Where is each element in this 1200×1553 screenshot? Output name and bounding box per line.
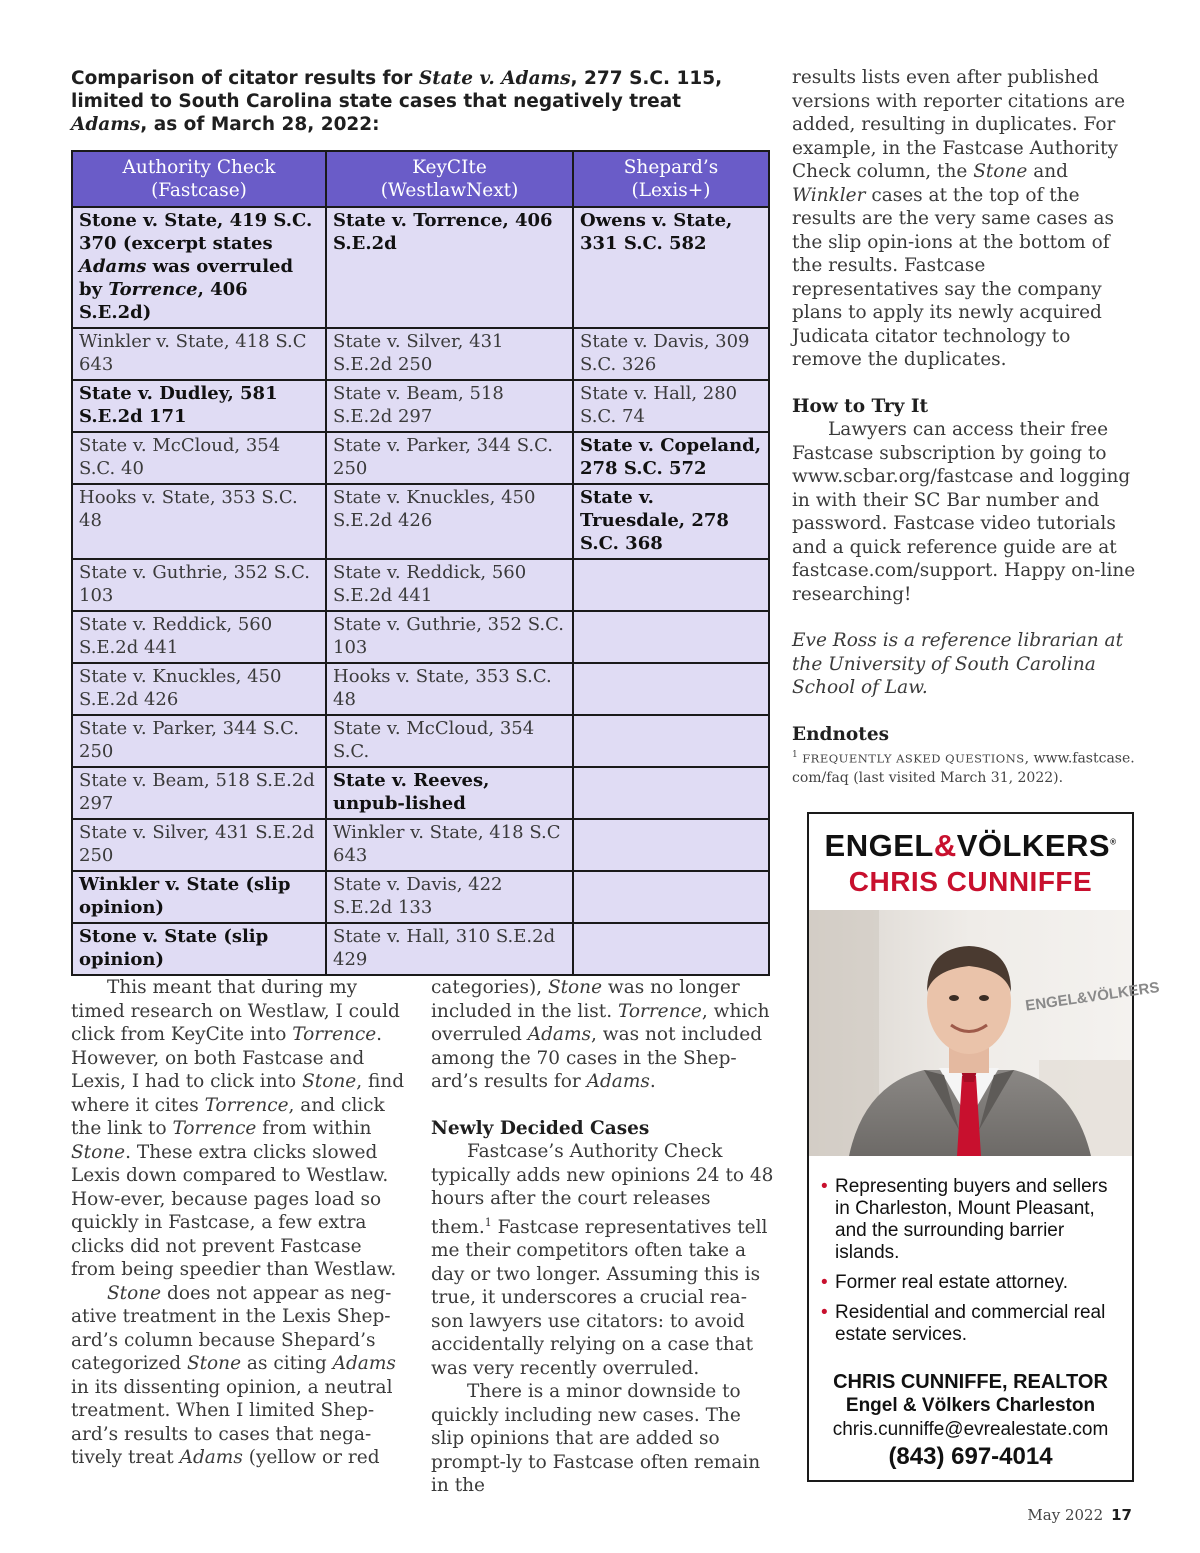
- paragraph: There is a minor downside to quickly including new cases. The slip opinions that are added so prompt-ly to Fastcase often remain in the: [431, 1381, 761, 1497]
- advertisement: [807, 812, 1161, 1482]
- cell-text: Stone v. State, 419 S.C. 370 (excerpt states: [79, 210, 313, 254]
- text: .: [649, 1071, 656, 1092]
- text: Stone: [186, 1353, 242, 1374]
- table-cell: State v. Guthrie, 352 S.C. 103: [326, 611, 573, 663]
- text: from within: [256, 1118, 372, 1139]
- text: Adams: [179, 1447, 243, 1468]
- contact-office: Engel & Völkers Charleston: [845, 1395, 1096, 1416]
- text: Stone: [547, 977, 603, 998]
- table-cell: State v. Knuckles, 450 S.E.2d 426: [326, 484, 573, 559]
- article-column-middle: [431, 976, 776, 1498]
- table-cell: Hooks v. State, 353 S.C. 48: [326, 663, 573, 715]
- list-item: • Former real estate attorney.: [821, 1272, 1121, 1294]
- table-row: [72, 328, 769, 380]
- table-cell: State v. Silver, 431 S.E.2d 250: [72, 819, 326, 871]
- section-heading-newly-decided: Newly Decided Cases: [431, 1117, 650, 1139]
- text: Fastcase’s Authority Check typically adds new opinions 24 to 48 hours after the court releases them.: [431, 1141, 774, 1238]
- page-footer: [1000, 1506, 1132, 1524]
- text: and: [1027, 161, 1068, 182]
- table-cell: Winkler v. State, 418 S.C 643: [72, 328, 326, 380]
- caption-text: , 277 S.C. 115, limited to South Carolina state cases that negatively treat: [71, 68, 723, 112]
- header-keycite: [326, 151, 573, 207]
- table-row: [72, 484, 769, 559]
- header-line: (Fastcase): [151, 180, 247, 201]
- table-row: [72, 559, 769, 611]
- text: Stone: [302, 1071, 357, 1092]
- text: Adams: [527, 1024, 592, 1045]
- endnote-title: FREQUENTLY ASKED QUESTIONS: [802, 751, 1025, 766]
- photo-sign-text: ENGEL&VÖLKERS: [1024, 979, 1161, 1015]
- header-line: Shepard’s: [623, 157, 719, 178]
- table-cell: State v. Guthrie, 352 S.C. 103: [72, 559, 326, 611]
- cell-text: Torrence: [108, 279, 198, 300]
- table-cell: Winkler v. State, 418 S.C 643: [326, 819, 573, 871]
- table-row: [72, 767, 769, 819]
- table-cell: [573, 559, 769, 611]
- citator-comparison-table: [71, 150, 770, 976]
- agent-photo: [809, 910, 1161, 1156]
- text: . However, on both Fastcase and Lexis, I had to click into: [71, 1024, 383, 1092]
- table-row: [72, 380, 769, 432]
- paragraph: [431, 1140, 776, 1380]
- table-cell: State v. Silver, 431 S.E.2d 250: [326, 328, 573, 380]
- section-heading-how-to-try: How to Try It: [792, 395, 929, 417]
- table-cell: State v. Reddick, 560 S.E.2d 441: [326, 559, 573, 611]
- table-cell: State v. Knuckles, 450 S.E.2d 426: [72, 663, 326, 715]
- list-item: • Residential and commercial real estate services.: [821, 1302, 1121, 1346]
- table-cell: Owens v. State, 331 S.C. 582: [573, 207, 769, 328]
- table-cell: State v. Parker, 344 S.C. 250: [72, 715, 326, 767]
- header-line: Authority Check: [122, 157, 276, 178]
- cell-text: , 406 S.E.2d): [79, 279, 248, 323]
- paragraph: [71, 1282, 411, 1470]
- text: , find where it cites: [71, 1071, 405, 1116]
- agent-name: CHRIS CUNNIFFE: [848, 866, 1093, 897]
- endnotes-heading: Endnotes: [792, 723, 890, 745]
- cell-text: Adams: [79, 256, 147, 277]
- brand-text: ENGEL: [824, 828, 934, 863]
- table-row: [72, 432, 769, 484]
- text: Stone: [71, 1141, 126, 1163]
- table-cell: State v. Beam, 518 S.E.2d 297: [72, 767, 326, 819]
- endnote: [792, 746, 1137, 788]
- contact-email[interactable]: chris.cunniffe@evrealestate.com: [832, 1419, 1109, 1440]
- table-cell: State v. Reeves, unpub-lished: [326, 767, 573, 819]
- text: results lists even after published versions with reporter citations are added, resulting in duplicates. For example, in the Fastcase Authority Check column, the: [792, 67, 1126, 182]
- table-cell: [573, 715, 769, 767]
- page-number: 17: [1111, 1506, 1132, 1524]
- text: as citing: [241, 1353, 333, 1374]
- brand-text: VÖLKERS: [956, 828, 1111, 863]
- table-row: [72, 207, 769, 328]
- header-line: (WestlawNext): [380, 180, 519, 201]
- text: Stone: [107, 1282, 162, 1304]
- table-cell: State v. Reddick, 560 S.E.2d 441: [72, 611, 326, 663]
- list-item: • Representing buyers and sellers in Charleston, Mount Pleasant, and the surrounding barrier islands.: [821, 1176, 1121, 1264]
- table-cell: Hooks v. State, 353 S.C. 48: [72, 484, 326, 559]
- text: cases at the top of the results are the very same cases as the slip opin-ions at the bottom of the results. Fastcase representatives say the company plans to apply its newly acquired Judicata citator technology to remove the duplicates.: [792, 184, 1115, 370]
- table-row: [72, 663, 769, 715]
- brand-logo: [809, 828, 1132, 864]
- endnote-number: 1: [792, 750, 798, 760]
- table-row: [72, 819, 769, 871]
- table-cell: State v. Parker, 344 S.C. 250: [326, 432, 573, 484]
- table-cell: State v. Hall, 280 S.C. 74: [573, 380, 769, 432]
- table-cell: [573, 611, 769, 663]
- issue-date: May 2022: [1027, 1506, 1104, 1524]
- table-cell: State v. Torrence, 406 S.E.2d: [326, 207, 573, 328]
- table-cell: State v. Dudley, 581 S.E.2d 171: [72, 380, 326, 432]
- table-cell: [573, 767, 769, 819]
- text: Adams: [586, 1071, 650, 1092]
- text: Adams: [332, 1353, 396, 1374]
- header-line: (Lexis+): [631, 180, 711, 201]
- contact-phone[interactable]: (843) 697-4014: [888, 1443, 1053, 1470]
- table-row: [72, 871, 769, 923]
- article-column-left: [71, 976, 411, 1470]
- text: categories),: [431, 977, 548, 998]
- contact-block: [809, 1370, 1132, 1472]
- header-shepards: [573, 151, 769, 207]
- text: Torrence: [172, 1118, 257, 1139]
- text: , which overruled: [431, 1000, 770, 1045]
- text: Torrence: [617, 1000, 702, 1022]
- text: , and click the link to: [71, 1094, 385, 1139]
- text: Fastcase representatives tell me their competitors often take a day or two longer. Assuming this is true, it underscores a crucial rea-son lawyers use citators: to avoid accidentally relying on a case that was very recently overruled.: [431, 1216, 768, 1379]
- table-cell: [573, 923, 769, 975]
- registered-mark: ®: [1110, 837, 1117, 847]
- header-line: KeyCIte: [412, 157, 487, 178]
- table-cell: State v. Truesdale, 278 S.C. 368: [573, 484, 769, 559]
- table-cell: State v. Davis, 422 S.E.2d 133: [326, 871, 573, 923]
- table-cell: [573, 663, 769, 715]
- caption-text: , as of March 28, 2022:: [140, 114, 380, 135]
- table-row: [72, 715, 769, 767]
- paragraph: [431, 976, 776, 1094]
- table-row: [72, 923, 769, 975]
- text: . These extra clicks slowed Lexis down compared to Westlaw. How-ever, because pages load so quickly in Fastcase, a few extra clicks did not prevent Fastcase from being speedier than Westlaw.: [71, 1141, 397, 1280]
- contact-name: CHRIS CUNNIFFE, REALTOR: [833, 1371, 1108, 1393]
- table-cell: State v. McCloud, 354 S.C. 40: [72, 432, 326, 484]
- text: does not appear as neg-ative treatment in the Lexis Shep-ard’s column because Shepard’s categorized: [71, 1282, 392, 1374]
- caption-case-name: State v. Adams: [418, 68, 571, 89]
- table-caption: [71, 67, 761, 136]
- table-row: [72, 611, 769, 663]
- table-cell: [72, 207, 326, 328]
- text: (yellow or red: [242, 1447, 380, 1468]
- table-cell: State v. Davis, 309 S.C. 326: [573, 328, 769, 380]
- footnote-ref: 1: [484, 1215, 492, 1229]
- brand-ampersand: &: [933, 828, 957, 863]
- caption-text: Comparison of citator results for: [71, 68, 419, 89]
- author-bio: Eve Ross is a reference librarian at the University of South Carolina School of Law.: [792, 630, 1124, 698]
- cell-text: was overruled by: [79, 256, 294, 300]
- table-cell: Stone v. State (slip opinion): [72, 923, 326, 975]
- table-cell: Winkler v. State (slip opinion): [72, 871, 326, 923]
- text: Torrence: [204, 1094, 289, 1116]
- text: Winkler: [792, 184, 866, 206]
- paragraph: [792, 66, 1137, 372]
- services-list: [821, 1176, 1121, 1354]
- table-cell: [573, 871, 769, 923]
- agent-portrait-image: [809, 910, 1161, 1156]
- table-header-row: [72, 151, 769, 207]
- article-column-right: [792, 66, 1137, 788]
- table-cell: State v. Hall, 310 S.E.2d 429: [326, 923, 573, 975]
- caption-case-short: Adams: [71, 114, 141, 135]
- text: in its dissenting opinion, a neutral treatment. When I limited Shep-ard’s results to cases that nega-tively treat: [71, 1376, 393, 1468]
- endnote-text: , www.fastcase. com/faq (last visited March 31, 2022).: [792, 750, 1135, 786]
- header-authority-check: [72, 151, 326, 207]
- paragraph: Lawyers can access their free Fastcase subscription by going to www.scbar.org/fastcase and logging in with their SC Bar number and password. Fastcase video tutorials and a quick reference guide are at fastcase.com/support. Happy on-line researching!: [792, 419, 1136, 605]
- table-cell: [573, 819, 769, 871]
- table-cell: State v. Copeland, 278 S.C. 572: [573, 432, 769, 484]
- text: Torrence: [292, 1024, 377, 1045]
- text: , was not included among the 70 cases in the Shep-ard’s results for: [431, 1024, 763, 1092]
- text: Stone: [973, 161, 1028, 182]
- text: was no longer included in the list.: [431, 977, 740, 1022]
- table-cell: State v. Beam, 518 S.E.2d 297: [326, 380, 573, 432]
- text: This meant that during my timed research on Westlaw, I could click from KeyCite into: [71, 977, 400, 1045]
- paragraph: [71, 976, 411, 1282]
- table-cell: State v. McCloud, 354 S.C.: [326, 715, 573, 767]
